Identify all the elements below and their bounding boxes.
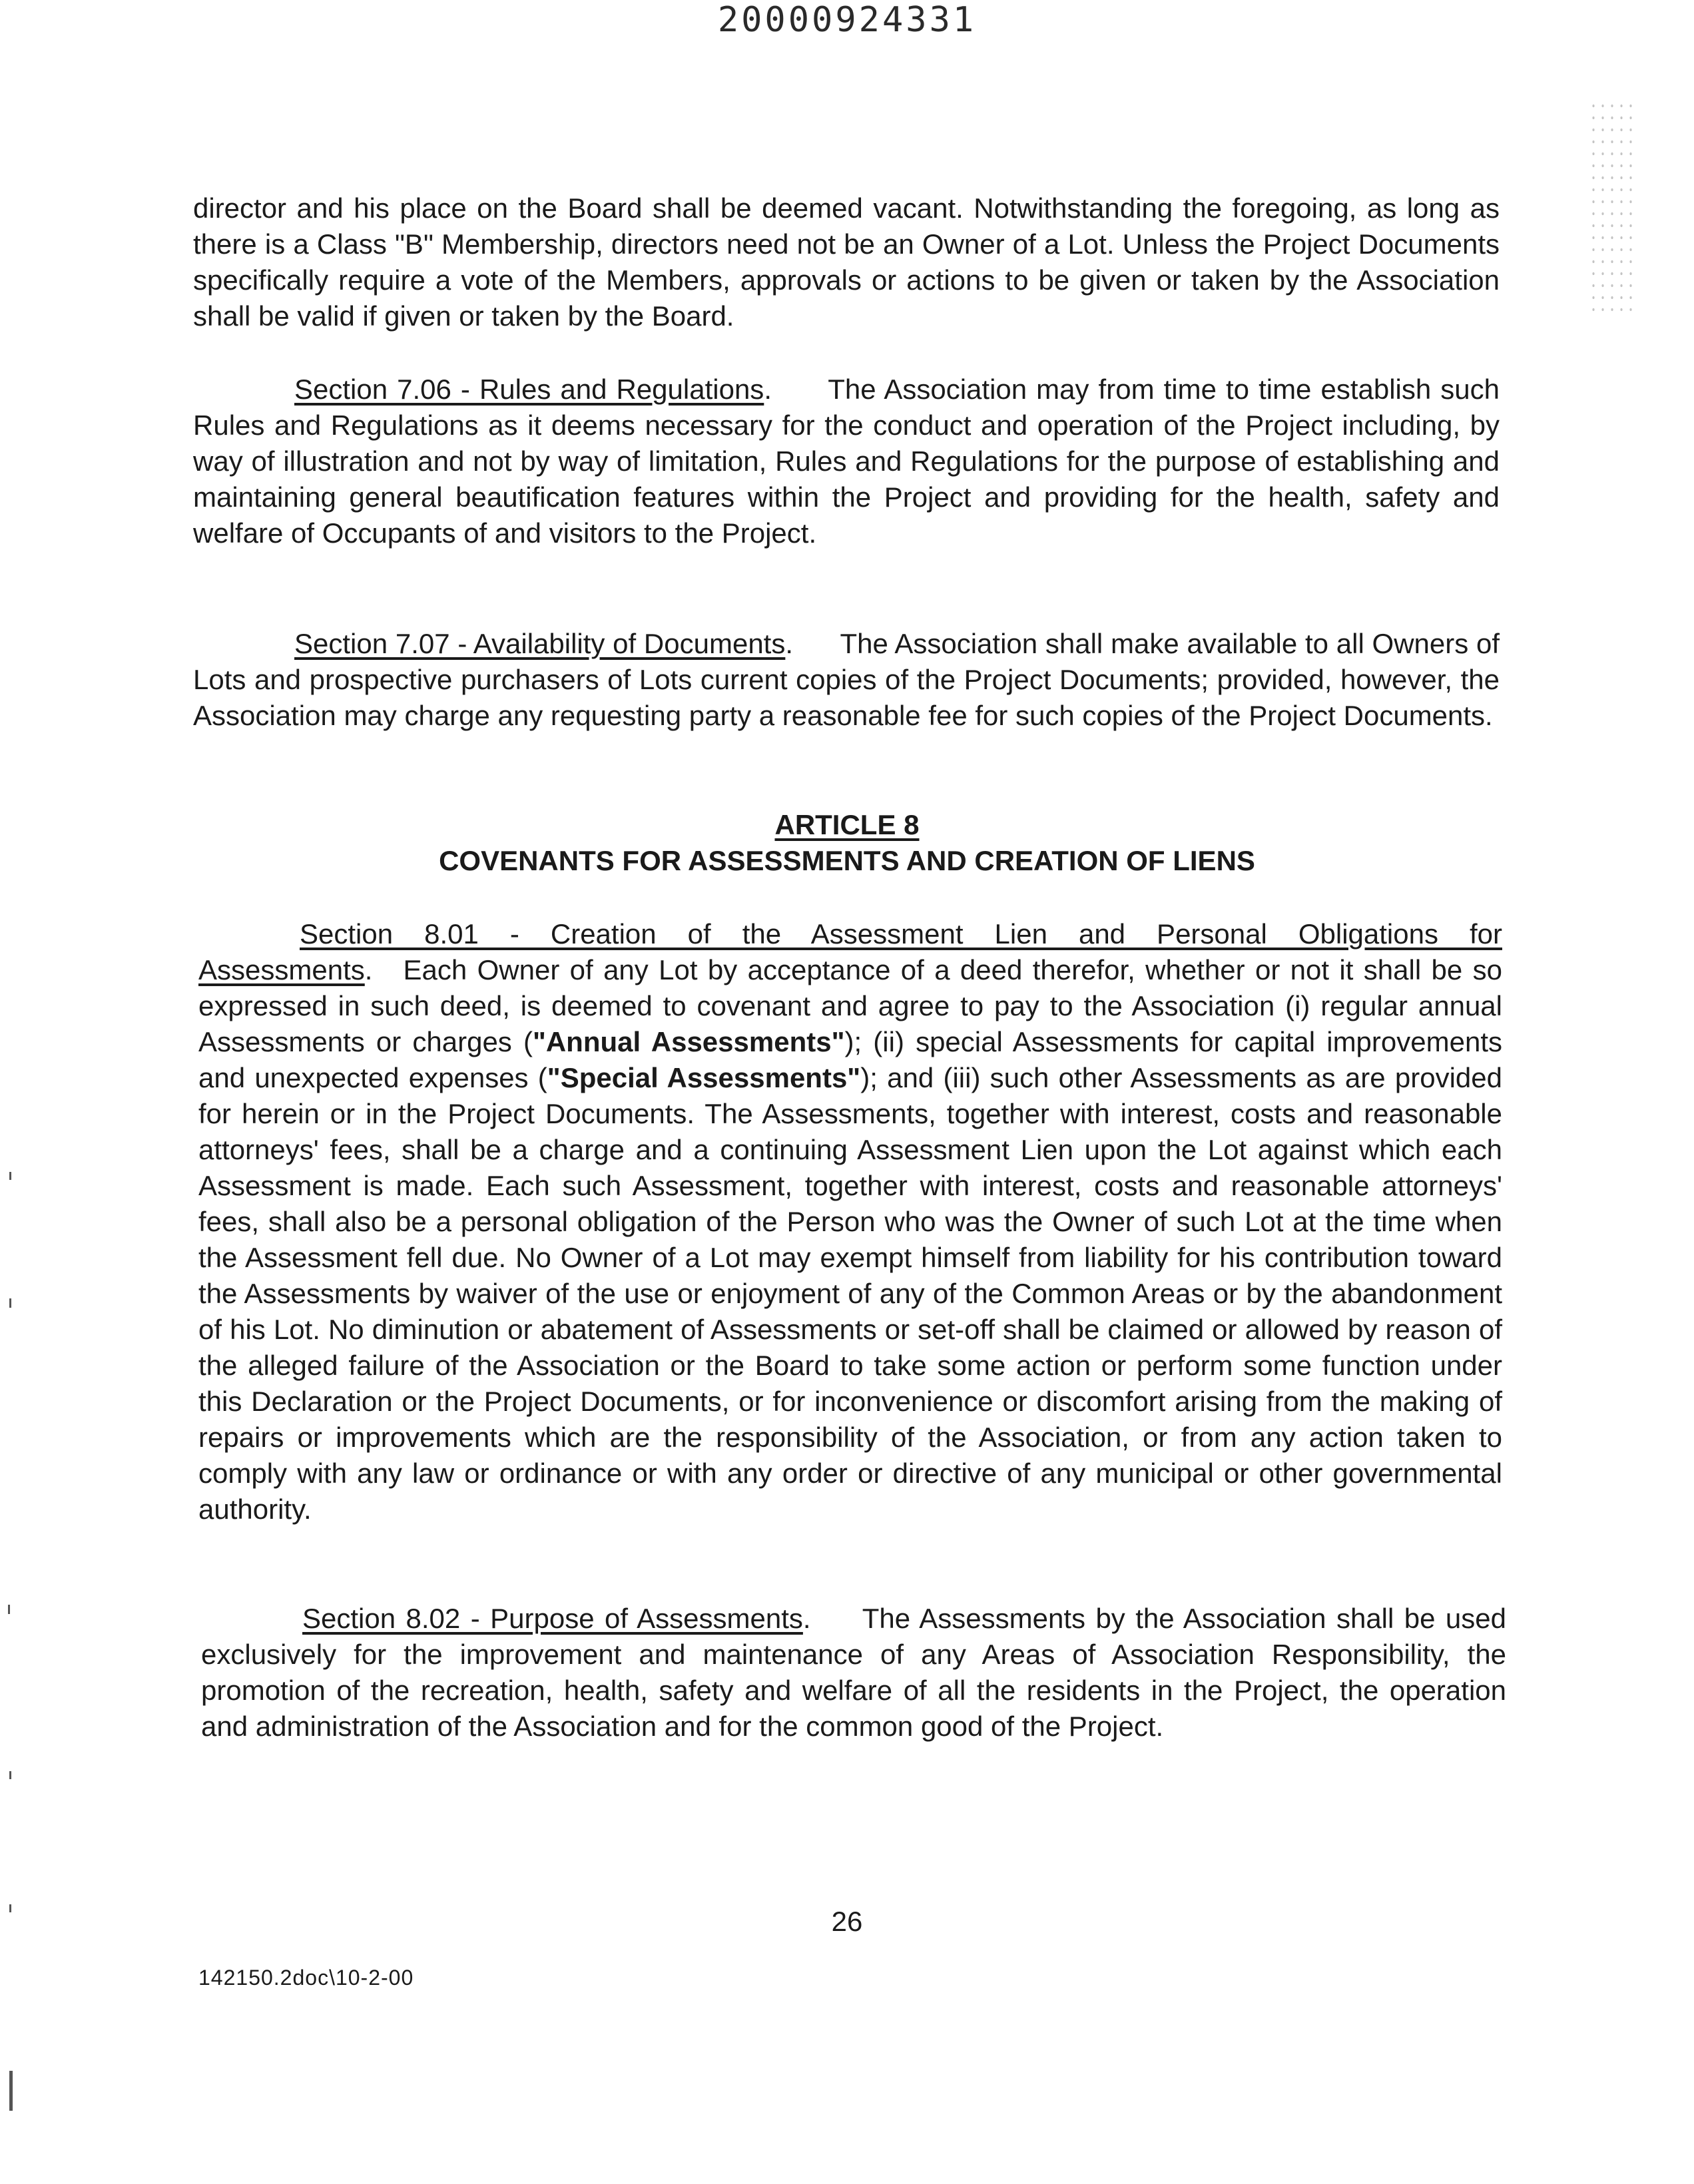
scan-mark [9, 1771, 11, 1779]
scan-mark [9, 2071, 13, 2111]
section-7-07-body: The Association shall make available to all Owners of Lots and prospective purchasers of Lots current copies of the Project Documents; provided, however, the Association may charge any requesting party a reasonable fee for such copies of the Project Documents. [193, 628, 1500, 731]
scan-mark [9, 1172, 11, 1180]
section-8-01-title: Section 8.01 - Creation of the Assessment Lien and Personal Obligations for Assessments [198, 918, 1502, 985]
section-8-02-title: Section 8.02 - Purpose of Assessments [302, 1603, 803, 1634]
special-assessments-term: "Special Assessments" [547, 1062, 861, 1093]
scan-mark [9, 1298, 11, 1308]
scan-artifact [1589, 100, 1635, 313]
section-7-07: Section 7.07 - Availability of Documents. The Association shall make available to all Owners of Lots and prospective purchasers of Lots current copies of the Project Documents; provided, however, the Association may charge any requesting party a reasonable fee for such copies of the Project Documents. [193, 628, 1500, 731]
section-7-06-body: The Association may from time to time establish such Rules and Regulations as it deems necessary for the conduct and operation of the Project including, by way of illustration and not by way of limitation, Rules and Regulations for the purpose of establishing and maintaining general beautification features within the Project and providing for the health, safety and welfare of Occupants of and visitors to the Project. [193, 374, 1500, 549]
paragraph-continuation [193, 190, 1500, 334]
article-title: COVENANTS FOR ASSESSMENTS AND CREATION OF LIENS [439, 845, 1255, 876]
page-number: 26 [831, 1906, 863, 1937]
file-reference: 142150.2doc\10-2-00 [198, 1966, 414, 1990]
section-8-01: Section 8.01 - Creation of the Assessment Lien and Personal Obligations for Assessments. Each Owner of any Lot by acceptance of a deed therefor, whether or not it shall be so expressed in such deed, is deemed to covenant and agree to pay to the Association (i) regular annual Assessments or charges ("Annual Assessments"); (ii) special Assessments for capital improvements and unexpected expenses ("Special Assessments"); and (iii) such other Assessments as are provided for herein or in the Project Documents. The Assessments, together with interest, costs and reasonable attorneys' fees, shall be a charge and a continuing Assessment Lien upon the Lot against which each Assessment is made. Each such Assessment, together with interest, costs and reasonable attorneys' fees, shall also be a personal obligation of the Person who was the Owner of such Lot at the time when the Assessment fell due. No Owner of a Lot may exempt himself from liability for his contribution toward the Assessments by waiver of the use or enjoyment of any of the Common Areas or by the abandonment of his Lot. No diminution or abatement of Assessments or set-off shall be claimed or allowed by reason of the alleged failure of the Association or the Board to take some action or perform some function under this Declaration or the Project Documents, or for inconvenience or discomfort arising from the making of repairs or improvements which are the responsibility of the Association, or from any action taken to comply with any law or ordinance or with any order or directive of any municipal or other governmental authority. [198, 918, 1502, 1525]
article-number: ARTICLE 8 [774, 809, 920, 840]
paragraph-text: director and his place on the Board shall be deemed vacant. Notwithstanding the foregoing, as long as there is a Class "B" Membership, directors need not be an Owner of a Lot. Unless the Project Documents specifically require a vote of the Members, approvals or actions to be given or taken by the Association shall be valid if given or taken by the Board. [193, 192, 1500, 332]
section-8-02-body: The Assessments by the Association shall be used exclusively for the improvement and maintenance of any Areas of Association Responsibility, the promotion of the recreation, health, safety and welfare of all the residents in the Project, the operation and administration of the Association and for the common good of the Project. [201, 1603, 1507, 1742]
section-8-02: Section 8.02 - Purpose of Assessments. The Assessments by the Association shall be used exclusively for the improvement and maintenance of any Areas of Association Responsibility, the promotion of the recreation, health, safety and welfare of all the residents in the Project, the operation and administration of the Association and for the common good of the Project. [201, 1603, 1507, 1742]
annual-assessments-term: "Annual Assessments" [532, 1026, 845, 1057]
section-7-06-title: Section 7.06 - Rules and Regulations [294, 374, 764, 405]
section-7-06: Section 7.06 - Rules and Regulations. The Association may from time to time establish such Rules and Regulations as it deems necessary for the conduct and operation of the Project including, by way of illustration and not by way of limitation, Rules and Regulations for the purpose of establishing and maintaining general beautification features within the Project and providing for the health, safety and welfare of Occupants of and visitors to the Project. [193, 374, 1500, 549]
scan-mark [8, 1605, 10, 1614]
article-heading [0, 807, 1694, 879]
section-8-01-body-3: ); and (iii) such other Assessments as are provided for herein or in the Project Documents. The Assessments, together with interest, costs and reasonable attorneys' fees, shall be a charge and a continuing Assessment Lien upon the Lot against which each Assessment is made. Each such Assessment, together with interest, costs and reasonable attorneys' fees, shall also be a personal obligation of the Person who was the Owner of such Lot at the time when the Assessment fell due. No Owner of a Lot may exempt himself from liability for his contribution toward the Assessments by waiver of the use or enjoyment of any of the Common Areas or by the abandonment of his Lot. No diminution or abatement of Assessments or set-off shall be claimed or allowed by reason of the alleged failure of the Association or the Board to take some action or perform some function under this Declaration or the Project Documents, or for inconvenience or discomfort arising from the making of repairs or improvements which are the responsibility of the Association, or from any action taken to comply with any law or ordinance or with any order or directive of any municipal or other governmental authority. [198, 1062, 1502, 1525]
section-8-01-body-2: ); (ii) special Assessments for capital improvements and unexpected expenses ( [198, 1026, 1502, 1093]
document-number: 20000924331 [717, 0, 977, 40]
section-7-07-title: Section 7.07 - Availability of Documents [294, 628, 786, 659]
section-8-01-body-1: Each Owner of any Lot by acceptance of a deed therefor, whether or not it shall be so expressed in such deed, is deemed to covenant and agree to pay to the Association (i) regular annual Assessments or charges ( [198, 954, 1502, 1057]
